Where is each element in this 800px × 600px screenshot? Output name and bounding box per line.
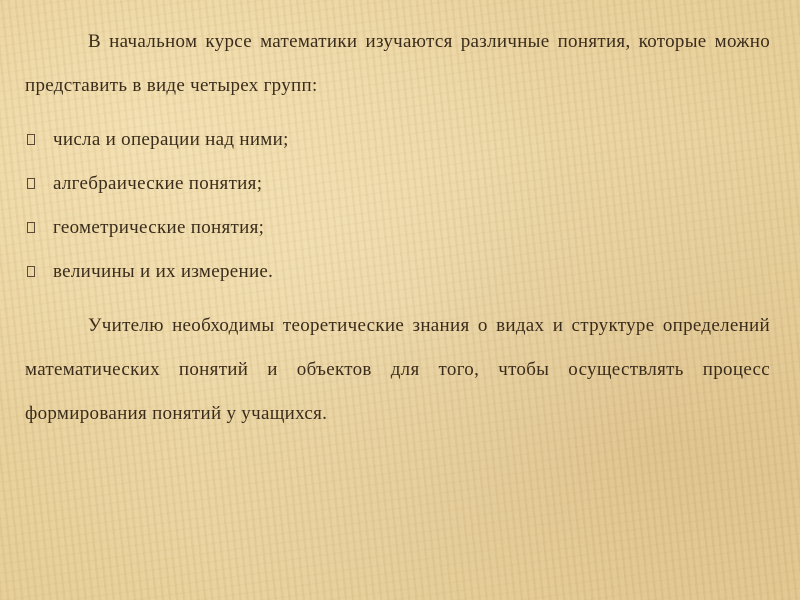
list-item-label: алгебраические понятия; bbox=[53, 173, 263, 194]
bullet-square-icon bbox=[27, 134, 35, 145]
list-item-label: величины и их измерение. bbox=[53, 261, 274, 282]
list-item-label: числа и операции над ними; bbox=[53, 129, 289, 150]
bullet-square-icon bbox=[27, 222, 35, 233]
list-item-label: геометрические понятия; bbox=[53, 217, 265, 238]
intro-paragraph: В начальном курсе математики изучаются различные понятия, которые можно представить в виде четырех групп: bbox=[25, 31, 770, 96]
bullet-square-icon bbox=[27, 266, 35, 277]
slide-body bbox=[25, 20, 770, 436]
bullet-square-icon bbox=[27, 178, 35, 189]
list-item bbox=[25, 250, 770, 294]
groups-list bbox=[25, 118, 770, 294]
list-item bbox=[25, 206, 770, 250]
list-item bbox=[25, 118, 770, 162]
closing-paragraph: Учителю необходимы теоретические знания о видах и структуре определений математических понятий и объектов для того, чтобы осуществлять процесс формирования понятий у учащихся. bbox=[25, 315, 770, 424]
list-item bbox=[25, 162, 770, 206]
